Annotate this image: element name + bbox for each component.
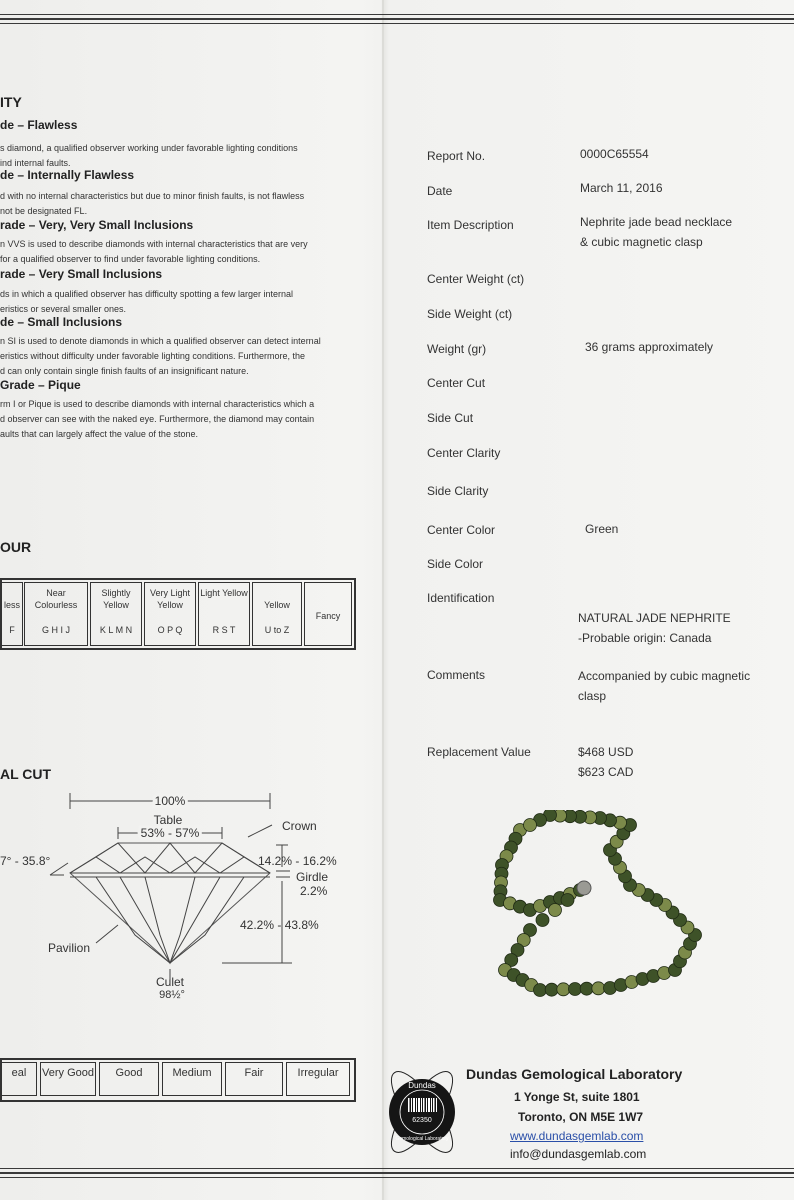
side-weight-label: Side Weight (ct) xyxy=(427,307,513,321)
cut-grade-cell: eal xyxy=(1,1062,37,1096)
seal-ring-text: Gemological Laboratory xyxy=(395,1136,449,1142)
seal-top-text: Dundas xyxy=(408,1081,436,1090)
item-description-label: Item Description xyxy=(427,218,514,232)
grade-if-text xyxy=(0,189,340,219)
colour-label: Slightly Yellow xyxy=(101,588,131,610)
grade-if-title: de – Internally Flawless xyxy=(0,168,135,182)
colour-code: R S T xyxy=(212,625,236,635)
identification-value xyxy=(578,608,731,648)
text-line: aults that can largely affect the value of the stone. xyxy=(0,429,198,439)
colour-label: Yellow xyxy=(264,600,290,610)
colour-cell xyxy=(24,582,88,646)
grade-vvs-text xyxy=(0,237,340,267)
crown-angle: 7° - 35.8° xyxy=(0,854,51,868)
cut-heading: AL CUT xyxy=(0,766,52,782)
colour-code: O P Q xyxy=(157,625,183,635)
cut-grade-table xyxy=(0,1058,356,1102)
center-weight-label: Center Weight (ct) xyxy=(427,272,525,286)
page-fold xyxy=(382,0,384,1200)
colour-scale-table xyxy=(0,578,356,650)
jade-bead xyxy=(580,982,593,995)
text-line: eristics or several smaller ones. xyxy=(0,304,127,314)
colour-code: F xyxy=(9,625,15,635)
value-line: -Probable origin: Canada xyxy=(578,631,712,645)
jade-bead xyxy=(561,894,574,907)
jade-bead xyxy=(534,984,547,997)
text-line: rm I or Pique is used to describe diamonds with internal characteristics which a xyxy=(0,399,315,409)
colour-code: K L M N xyxy=(99,625,133,635)
cut-grade-cell: Medium xyxy=(162,1062,222,1096)
lab-website-link[interactable]: www.dundasgemlab.com xyxy=(510,1129,644,1143)
jade-bead xyxy=(545,983,558,996)
lab-address-line1: 1 Yonge St, suite 1801 xyxy=(514,1090,640,1104)
colour-cell xyxy=(90,582,142,646)
lab-email: info@dundasgemlab.com xyxy=(510,1147,647,1161)
girdle-percent: 2.2% xyxy=(300,884,328,898)
jade-bead xyxy=(557,983,570,996)
side-cut-label: Side Cut xyxy=(427,411,474,425)
center-cut-label: Center Cut xyxy=(427,376,486,390)
side-clarity-label: Side Clarity xyxy=(427,484,489,498)
weight-value: 36 grams approximately xyxy=(585,340,714,354)
clarity-heading: ITY xyxy=(0,94,22,110)
grade-fl-text xyxy=(0,141,340,171)
table-label: Table xyxy=(153,813,183,827)
seal-number: 62350 xyxy=(412,1117,432,1124)
colour-heading: OUR xyxy=(0,539,32,555)
text-line: n SI is used to denote diamonds in which a qualified observer can detect internal xyxy=(0,336,321,346)
width-label: 100% xyxy=(154,794,186,808)
item-description-value xyxy=(580,212,732,252)
grade-i-title: Grade – Pique xyxy=(0,378,81,392)
colour-label: Light Yellow xyxy=(200,588,248,598)
weight-label: Weight (gr) xyxy=(427,342,487,356)
grade-i-text xyxy=(0,397,340,442)
text-line: eristics without difficulty under favorable lighting conditions. Furthermore, the xyxy=(0,351,305,361)
grade-fl-title: de – Flawless xyxy=(0,118,78,132)
colour-label: less xyxy=(3,600,20,610)
identification-label: Identification xyxy=(427,591,495,605)
lab-address-line2: Toronto, ON M5E 1W7 xyxy=(518,1110,644,1124)
side-color-label: Side Color xyxy=(427,557,484,571)
table-range: 53% - 57% xyxy=(140,826,200,840)
date-value: March 11, 2016 xyxy=(580,181,663,195)
value-line: $623 CAD xyxy=(578,765,634,779)
text-line: for a qualified observer to find under favorable lighting conditions. xyxy=(0,254,261,264)
lab-seal-logo xyxy=(380,1060,480,1170)
colour-cell xyxy=(198,582,250,646)
value-line: $468 USD xyxy=(578,745,634,759)
colour-label: Fancy xyxy=(315,611,341,621)
jade-bead xyxy=(569,983,582,996)
grade-si-text xyxy=(0,334,340,379)
center-color-label: Center Color xyxy=(427,523,496,537)
value-line: clasp xyxy=(578,689,607,703)
pavilion-label: Pavilion xyxy=(48,941,91,955)
replacement-value xyxy=(578,742,633,782)
value-line: NATURAL JADE NEPHRITE xyxy=(578,611,731,625)
center-clarity-label: Center Clarity xyxy=(427,446,501,460)
jade-bead xyxy=(536,914,549,927)
diamond-proportion-diagram xyxy=(0,785,360,1010)
cut-grade-cell: Good xyxy=(99,1062,159,1096)
center-color-value: Green xyxy=(585,522,619,536)
colour-label: Very Light Yellow xyxy=(149,588,191,610)
comments-label: Comments xyxy=(427,668,486,682)
value-line: Accompanied by cubic magnetic xyxy=(578,669,751,683)
text-line: d with no internal characteristics but due to minor finish faults, is not flawless xyxy=(0,191,305,201)
crown-label: Crown xyxy=(282,819,317,833)
culet-label: Culet xyxy=(155,975,185,989)
text-line: ds in which a qualified observer has difficulty spotting a few larger internal xyxy=(0,289,293,299)
grade-vs-title: rade – Very Small Inclusions xyxy=(0,267,163,281)
pavilion-depth: 42.2% - 43.8% xyxy=(240,918,319,932)
text-line: s diamond, a qualified observer working under favorable lighting conditions xyxy=(0,143,298,153)
top-border xyxy=(0,14,794,28)
report-no-label: Report No. xyxy=(427,149,486,163)
grade-vs-text xyxy=(0,287,340,317)
jade-bead xyxy=(549,904,562,917)
text-line: d can only contain single finish faults of an insignificant nature. xyxy=(0,366,249,376)
crown-height: 14.2% - 16.2% xyxy=(258,854,337,868)
girdle-label: Girdle xyxy=(296,870,329,884)
colour-label: Near Colourless xyxy=(34,588,78,610)
value-line: Nephrite jade bead necklace xyxy=(580,215,733,229)
colour-cell xyxy=(304,582,352,646)
replacement-value-label: Replacement Value xyxy=(427,745,531,759)
lab-name: Dundas Gemological Laboratory xyxy=(466,1066,683,1082)
colour-cell xyxy=(252,582,302,646)
grade-vvs-title: rade – Very, Very Small Inclusions xyxy=(0,218,194,232)
text-line: ind internal faults. xyxy=(0,158,71,168)
colour-code: G H I J xyxy=(41,625,70,635)
magnetic-clasp xyxy=(577,881,591,895)
jade-bead xyxy=(592,982,605,995)
text-line: d observer can see with the naked eye. Furthermore, the diamond may contain xyxy=(0,414,315,424)
cut-grade-cell: Very Good xyxy=(40,1062,96,1096)
grade-si-title: de – Small Inclusions xyxy=(0,315,123,329)
cut-grade-cell: Fair xyxy=(225,1062,283,1096)
value-line: & cubic magnetic clasp xyxy=(580,235,703,249)
colour-cell xyxy=(1,582,23,646)
text-line: not be designated FL. xyxy=(0,206,88,216)
colour-code: U to Z xyxy=(264,625,290,635)
report-no-value: 0000C65554 xyxy=(580,147,649,161)
colour-cell xyxy=(144,582,196,646)
bottom-border xyxy=(0,1168,794,1182)
comments-value xyxy=(578,666,750,706)
cut-grade-cell: Irregular xyxy=(286,1062,350,1096)
necklace-photo xyxy=(490,810,720,1010)
text-line: n VVS is used to describe diamonds with internal characteristics that are very xyxy=(0,239,308,249)
culet-value: 98½° xyxy=(159,989,185,1001)
date-label: Date xyxy=(427,184,453,198)
jade-bead xyxy=(524,819,537,832)
